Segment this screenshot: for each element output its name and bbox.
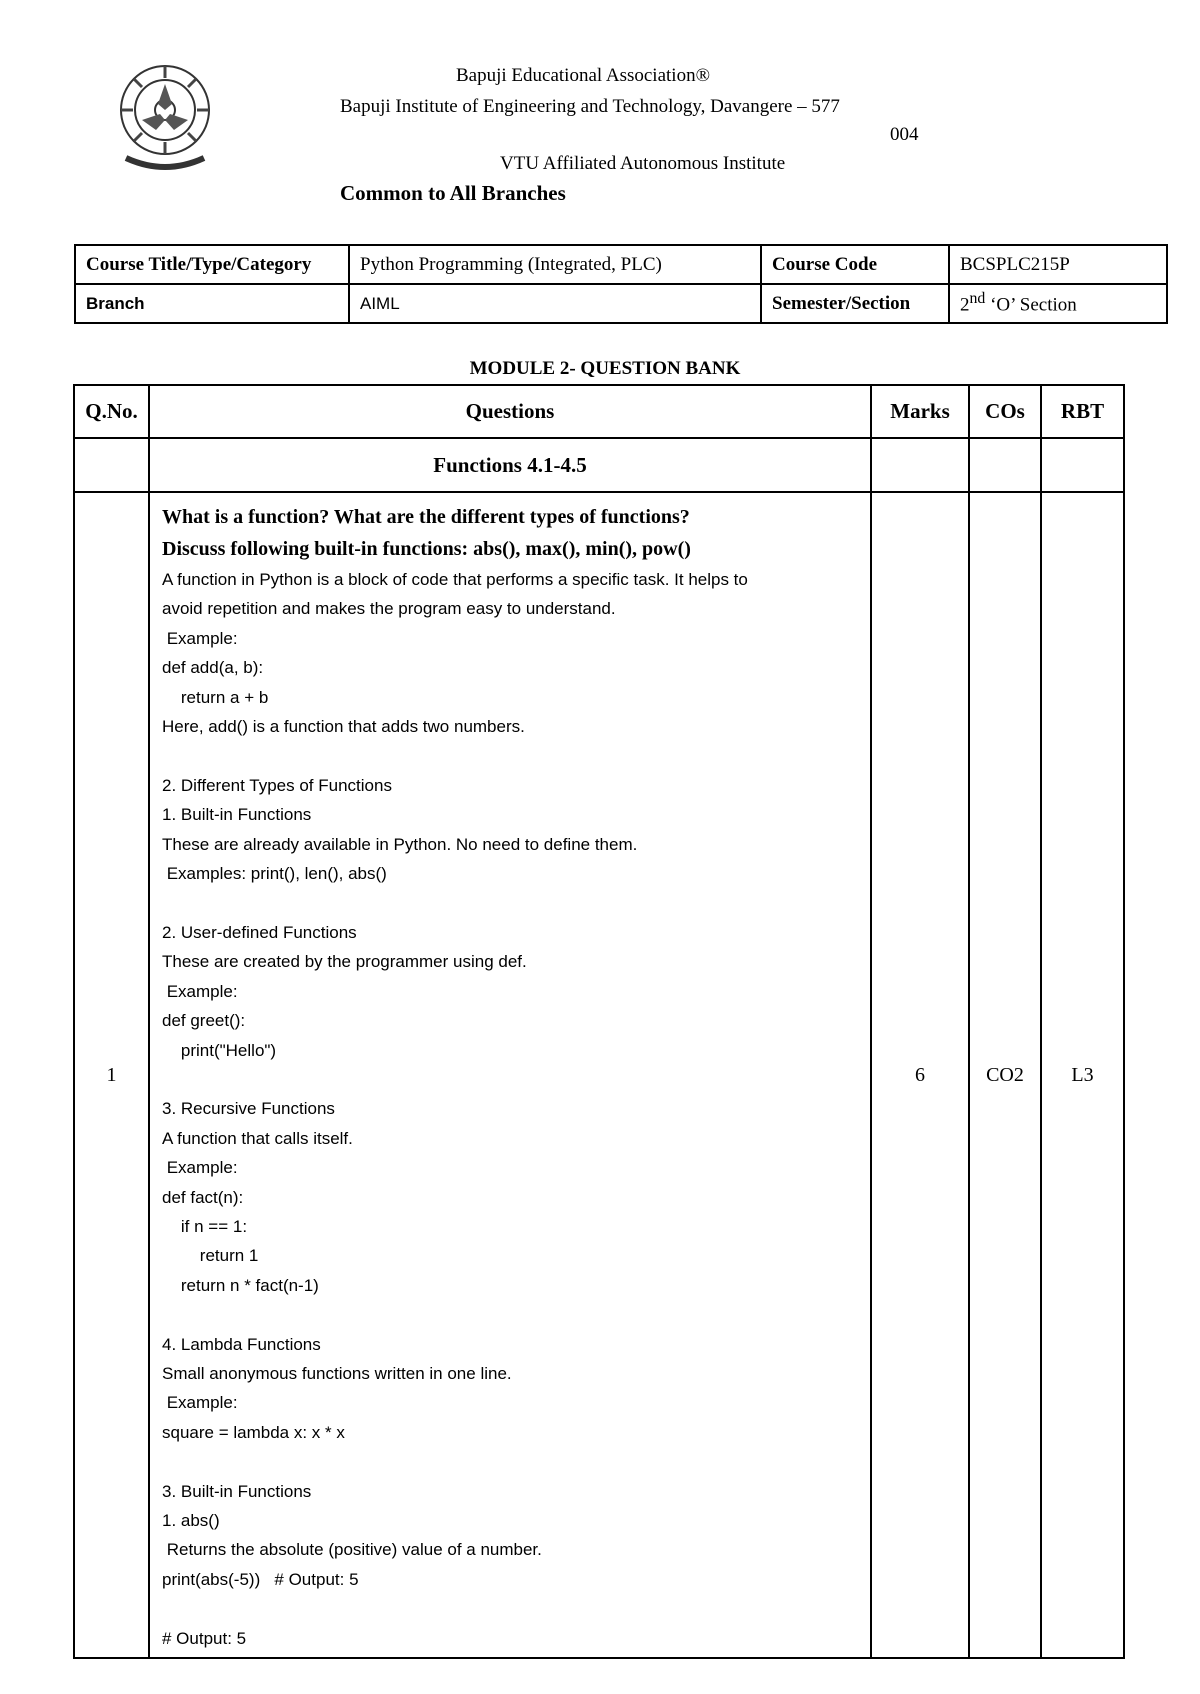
answer-line: A function that calls itself. — [162, 1128, 353, 1148]
answer-line: 3. Built-in Functions — [162, 1481, 312, 1501]
answer-line: 2. User-defined Functions — [162, 922, 357, 942]
answer-line — [162, 888, 870, 917]
rbt-header: RBT — [1041, 385, 1124, 438]
answer-line: return n * fact(n-1) — [162, 1275, 319, 1295]
semester-number: 2 — [960, 294, 970, 316]
institute-name: Bapuji Institute of Engineering and Technology, Davangere – 577 — [340, 96, 840, 117]
question-title-line2: Discuss following built-in functions: abs(), max(), min(), pow() — [162, 538, 691, 560]
answer-line: Here, add() is a function that adds two numbers. — [162, 717, 525, 737]
question-bank-table — [73, 384, 1125, 1659]
qno-header: Q.No. — [74, 385, 149, 438]
answer-line — [162, 1594, 870, 1623]
answer-line: These are already available in Python. No need to define them. — [162, 834, 638, 854]
answer-line: square = lambda x: x * x — [162, 1422, 345, 1442]
section-row — [74, 438, 1124, 492]
answer-line — [162, 741, 870, 770]
section-empty-cell — [1041, 438, 1124, 492]
semester-label: Semester/Section — [761, 284, 949, 323]
branch-label: Branch — [75, 284, 349, 323]
section-empty-cell — [969, 438, 1041, 492]
question-co: CO2 — [969, 492, 1041, 1658]
course-info-table — [74, 244, 1168, 324]
question-marks: 6 — [871, 492, 969, 1658]
section-title: Functions 4.1-4.5 — [149, 438, 871, 492]
answer-line: 1. Built-in Functions — [162, 805, 312, 825]
association-name: Bapuji Educational Association® — [456, 65, 711, 86]
answer-line: 1. abs() — [162, 1511, 220, 1530]
answer-line: Example: — [162, 981, 238, 1001]
institute-seal-logo — [112, 58, 218, 174]
answer-line: Example: — [162, 1393, 238, 1413]
course-title-label: Course Title/Type/Category — [75, 245, 349, 284]
section-text: ‘O’ Section — [985, 294, 1077, 316]
answer-line: 3. Recursive Functions — [162, 1099, 335, 1119]
answer-line: 4. Lambda Functions — [162, 1334, 321, 1354]
answer-line: avoid repetition and makes the program easy to understand. — [162, 599, 616, 619]
affiliation: VTU Affiliated Autonomous Institute — [500, 153, 786, 174]
section-empty-cell — [74, 438, 149, 492]
answer-line: print(abs(-5)) # Output: 5 — [162, 1569, 359, 1589]
answer-line: Example: — [162, 628, 238, 648]
marks-header: Marks — [871, 385, 969, 438]
institute-pincode: 004 — [890, 124, 919, 145]
questions-header: Questions — [149, 385, 871, 438]
question-rbt: L3 — [1041, 492, 1124, 1658]
question-title-line1: What is a function? What are the different types of functions? — [162, 506, 690, 528]
answer-line — [162, 1447, 870, 1476]
course-title-value: Python Programming (Integrated, PLC) — [349, 245, 761, 284]
answer-line: 2. Different Types of Functions — [162, 775, 392, 795]
answer-line: if n == 1: — [162, 1216, 248, 1236]
answer-line: Small anonymous functions written in one line. — [162, 1363, 512, 1383]
answer-line: return 1 — [162, 1246, 259, 1266]
answer-line: print("Hello") — [162, 1040, 277, 1060]
common-branches: Common to All Branches — [340, 181, 566, 205]
answer-line: def add(a, b): — [162, 658, 264, 678]
question-cell — [149, 492, 871, 1658]
answer-line: Returns the absolute (positive) value of a number. — [162, 1540, 542, 1560]
answer-line: # Output: 5 — [162, 1628, 247, 1648]
semester-value — [949, 284, 1167, 323]
answer-line — [162, 1065, 870, 1094]
question-row — [74, 492, 1124, 1658]
answer-line: Examples: print(), len(), abs() — [162, 864, 387, 884]
question-number: 1 — [74, 492, 149, 1658]
answer-line: A function in Python is a block of code that performs a specific task. It helps to — [162, 570, 748, 589]
section-empty-cell — [871, 438, 969, 492]
answer-text — [162, 565, 870, 1653]
cos-header: COs — [969, 385, 1041, 438]
answer-line: def greet(): — [162, 1011, 246, 1031]
answer-line: def fact(n): — [162, 1187, 244, 1207]
answer-line: These are created by the programmer using def. — [162, 952, 527, 972]
course-info-row — [75, 245, 1167, 284]
answer-line: Example: — [162, 1158, 238, 1178]
course-code-label: Course Code — [761, 245, 949, 284]
answer-line — [162, 1300, 870, 1329]
table-header-row — [74, 385, 1124, 438]
course-info-row — [75, 284, 1167, 323]
module-title: MODULE 2- QUESTION BANK — [469, 358, 741, 379]
course-code-value: BCSPLC215P — [949, 245, 1167, 284]
answer-line: return a + b — [162, 687, 269, 707]
semester-suffix: nd — [969, 290, 986, 308]
branch-value: AIML — [349, 284, 761, 323]
